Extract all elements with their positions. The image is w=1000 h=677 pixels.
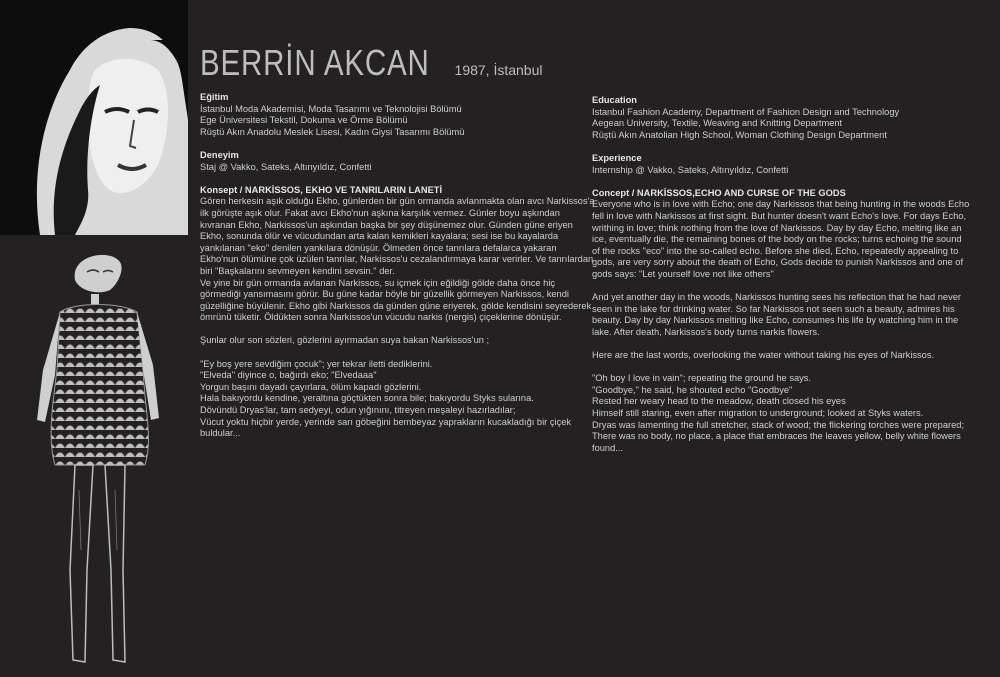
concept-line-tr: Hala bakıyordu kendine, yeraltına göçtükten sonra bile; bakıyordu Styks sularına. [200, 393, 534, 404]
concept-line-tr: Ve yine bir gün ormanda avlanan Narkissos, su içmek için eğildiği gölde daha önce hiç [200, 277, 556, 288]
education-item-tr: Ege Üniversitesi Tekstil, Dokuma ve Örme Bölümü [200, 115, 408, 126]
turkish-bio-column [200, 92, 595, 440]
education-item-tr: Rüştü Akın Anadolu Meslek Lisesi, Kadın Giysi Tasarımı Bölümü [200, 126, 465, 137]
concept-line-en: writhing in love; think nothing from the love of Narkissos. Day by day Echo, melting like an [592, 222, 962, 233]
concept-heading-tr: Konsept / NARKİSSOS, EKHO VE TANRILARIN LANETİ [200, 184, 443, 195]
concept-line-en: "Oh boy I love in vain"; repeating the ground he says. [592, 373, 812, 384]
concept-line-tr: Dövündü Dryas'lar, tam sedyeyi, odun yığınını, titreyen meşaleyi hazırladılar; [200, 405, 516, 416]
concept-line-tr: güzelliğine büyülenir. Ekho gibi Narkissos da günden güne eriyerek, gölde kendisini seyrederek [200, 300, 592, 311]
concept-text-en [592, 199, 970, 454]
experience-item-en: Internship @ Vakko, Sateks, Altınyıldız, Confetti [592, 164, 789, 175]
experience-item-tr: Staj @ Vakko, Sateks, Altınyıldız, Confetti [200, 161, 372, 172]
artist-name: BERRİN AKCAN [200, 42, 430, 83]
concept-line-tr: Vücut yoktu hiçbir yerde, yerinde sarı göbeğini bembeyaz yaprakların kucakladığı bir çiçek [200, 416, 572, 427]
concept-line-tr: görmediği yansımasını görür. Bu güne kadar böyle bir güzellik görmeyen Narkissos, kendi [200, 289, 569, 300]
education-item-en: Aegean University, Textile, Weaving and Knitting Department [592, 118, 843, 129]
education-item-en: Rüştü Akın Anatolian High School, Woman Clothing Design Department [592, 129, 887, 140]
concept-heading-en: Concept / NARKİSSOS,ECHO AND CURSE OF THE GODS [592, 187, 846, 198]
figure-drawing [25, 250, 170, 668]
english-bio-column [592, 95, 970, 454]
concept-line-en: Dryas was lamenting the full stretcher, stack of wood; the flickering torches were prepared; [592, 419, 965, 430]
concept-line-en: Everyone who is in love with Echo; one day Narkissos that being hunting in the woods Echo [592, 199, 970, 210]
concept-line-en: gods, are very sorry about the death of Echo, Gods decide to punish Narkissos and one of [592, 257, 964, 268]
concept-line-en: And yet another day in the woods, Narkissos hunting sees his reflection that he had never [592, 292, 961, 303]
concept-line-en: gods says: "Let yourself love not like others" [592, 268, 774, 279]
portrait-drawing [0, 0, 188, 235]
education-item-tr: İstanbul Moda Akademisi, Moda Tasarımı ve Teknolojisi Bölümü [200, 103, 462, 114]
concept-line-tr: "Ey boş yere sevdiğim çocuk"; yer tekrar iletti dediklerini. [200, 358, 433, 369]
concept-line-en: lake. After death, Narkissos's body turns narkis flowers. [592, 326, 820, 337]
concept-line-en: found... [592, 442, 624, 453]
fashion-figure-illustration [25, 250, 170, 668]
concept-line-tr: biri "Başkalarını sevmeyen kendini sevsin." der. [200, 265, 395, 276]
concept-line-en: seen in the lake for drinking water. So far Narkissos not seen such a beauty, admires his [592, 303, 955, 314]
education-heading-en: Education [592, 95, 637, 105]
experience-heading-en: Experience [592, 152, 642, 163]
education-item-en: Istanbul Fashion Academy, Department of Fashion Design and Technology [592, 106, 900, 117]
concept-line-en: "Goodbye," he said, he shouted echo "Goodbye" [592, 384, 793, 395]
concept-line-en: There was no body, no place, a place that embraces the leaves yellow, belly white flowers [592, 431, 961, 442]
concept-line-tr: Yorgun başını dayadı çayırlara, ölüm kapadı gözlerini. [200, 381, 422, 392]
experience-heading-tr: Deneyim [200, 149, 239, 160]
concept-line-tr: Gören herkesin aşık olduğu Ekho, günlerden bir gün ormanda avlanmakta olan avcı Narkissos'a [200, 196, 595, 207]
concept-line-tr: "Elveda" diyince o, bağırdı eko; "Elvedaaa" [200, 370, 377, 381]
concept-text-tr [200, 196, 595, 439]
concept-line-en: Himself still staring, even after migration to underground; looked at Styks waters. [592, 408, 924, 419]
concept-line-en: of the rocks "eco" into the so-called echo. Before she died, Echo, repeatedly appealing to [592, 245, 959, 256]
concept-line-en: Here are the last words, overlooking the water without taking his eyes of Narkissos. [592, 350, 935, 361]
concept-line-tr: Ekho, sonunda ölür ve vücudundan arta kalan kemikleri kayalara; sesi ise bu kayalarda [200, 231, 559, 242]
concept-line-tr: Ekho'nun ölümüne çok üzülen tanrılar, Narkissos'u cezalandırmaya karar verirler. Ve tanrılardan [200, 254, 594, 265]
concept-line-tr: buldular... [200, 428, 241, 439]
concept-line-en: beauty. Day by day Narkissos melting like Echo, consumes his life by watching him in the [592, 315, 959, 326]
artist-birth-info: 1987, İstanbul [454, 62, 543, 78]
concept-line-en: ice, eventually die, the remaining bones of the body on the rocks; turns echoing the sound [592, 234, 962, 245]
concept-line-tr: kıvranan Ekho, Narkissos'un aşkından başka bir şey düşünemez olur. Günden güne eriyen [200, 219, 573, 230]
education-list-en [592, 107, 970, 142]
portrait-illustration [0, 0, 188, 235]
concept-line-en: Rested her weary head to the meadow, death closed his eyes [592, 396, 846, 407]
concept-line-tr: yankılanan "eko" denilen yankılara dönüşür. Ölmeden önce tanrılara defalarca yakaran [200, 242, 557, 253]
artist-header [200, 42, 543, 84]
concept-line-tr: ömrünü tüketir. Öldükten sonra Narkissos'un vücudu narkis (nergis) çiçeklerine dönüşür. [200, 312, 562, 323]
concept-line-tr: Şunlar olur son sözleri, gözlerini ayırmadan suya bakan Narkissos'un ; [200, 335, 490, 346]
concept-line-en: fell in love with Narkissos at first sight. But hunter doesn't want Echo's love. For days Echo, [592, 210, 967, 221]
education-heading-tr: Eğitim [200, 92, 229, 102]
concept-line-tr: ilk görüşte aşık olur. Fakat avcı Ekho'nun aşkına karşılık vermez. Günler boyu aşkından [200, 207, 560, 218]
education-list-tr [200, 104, 578, 139]
